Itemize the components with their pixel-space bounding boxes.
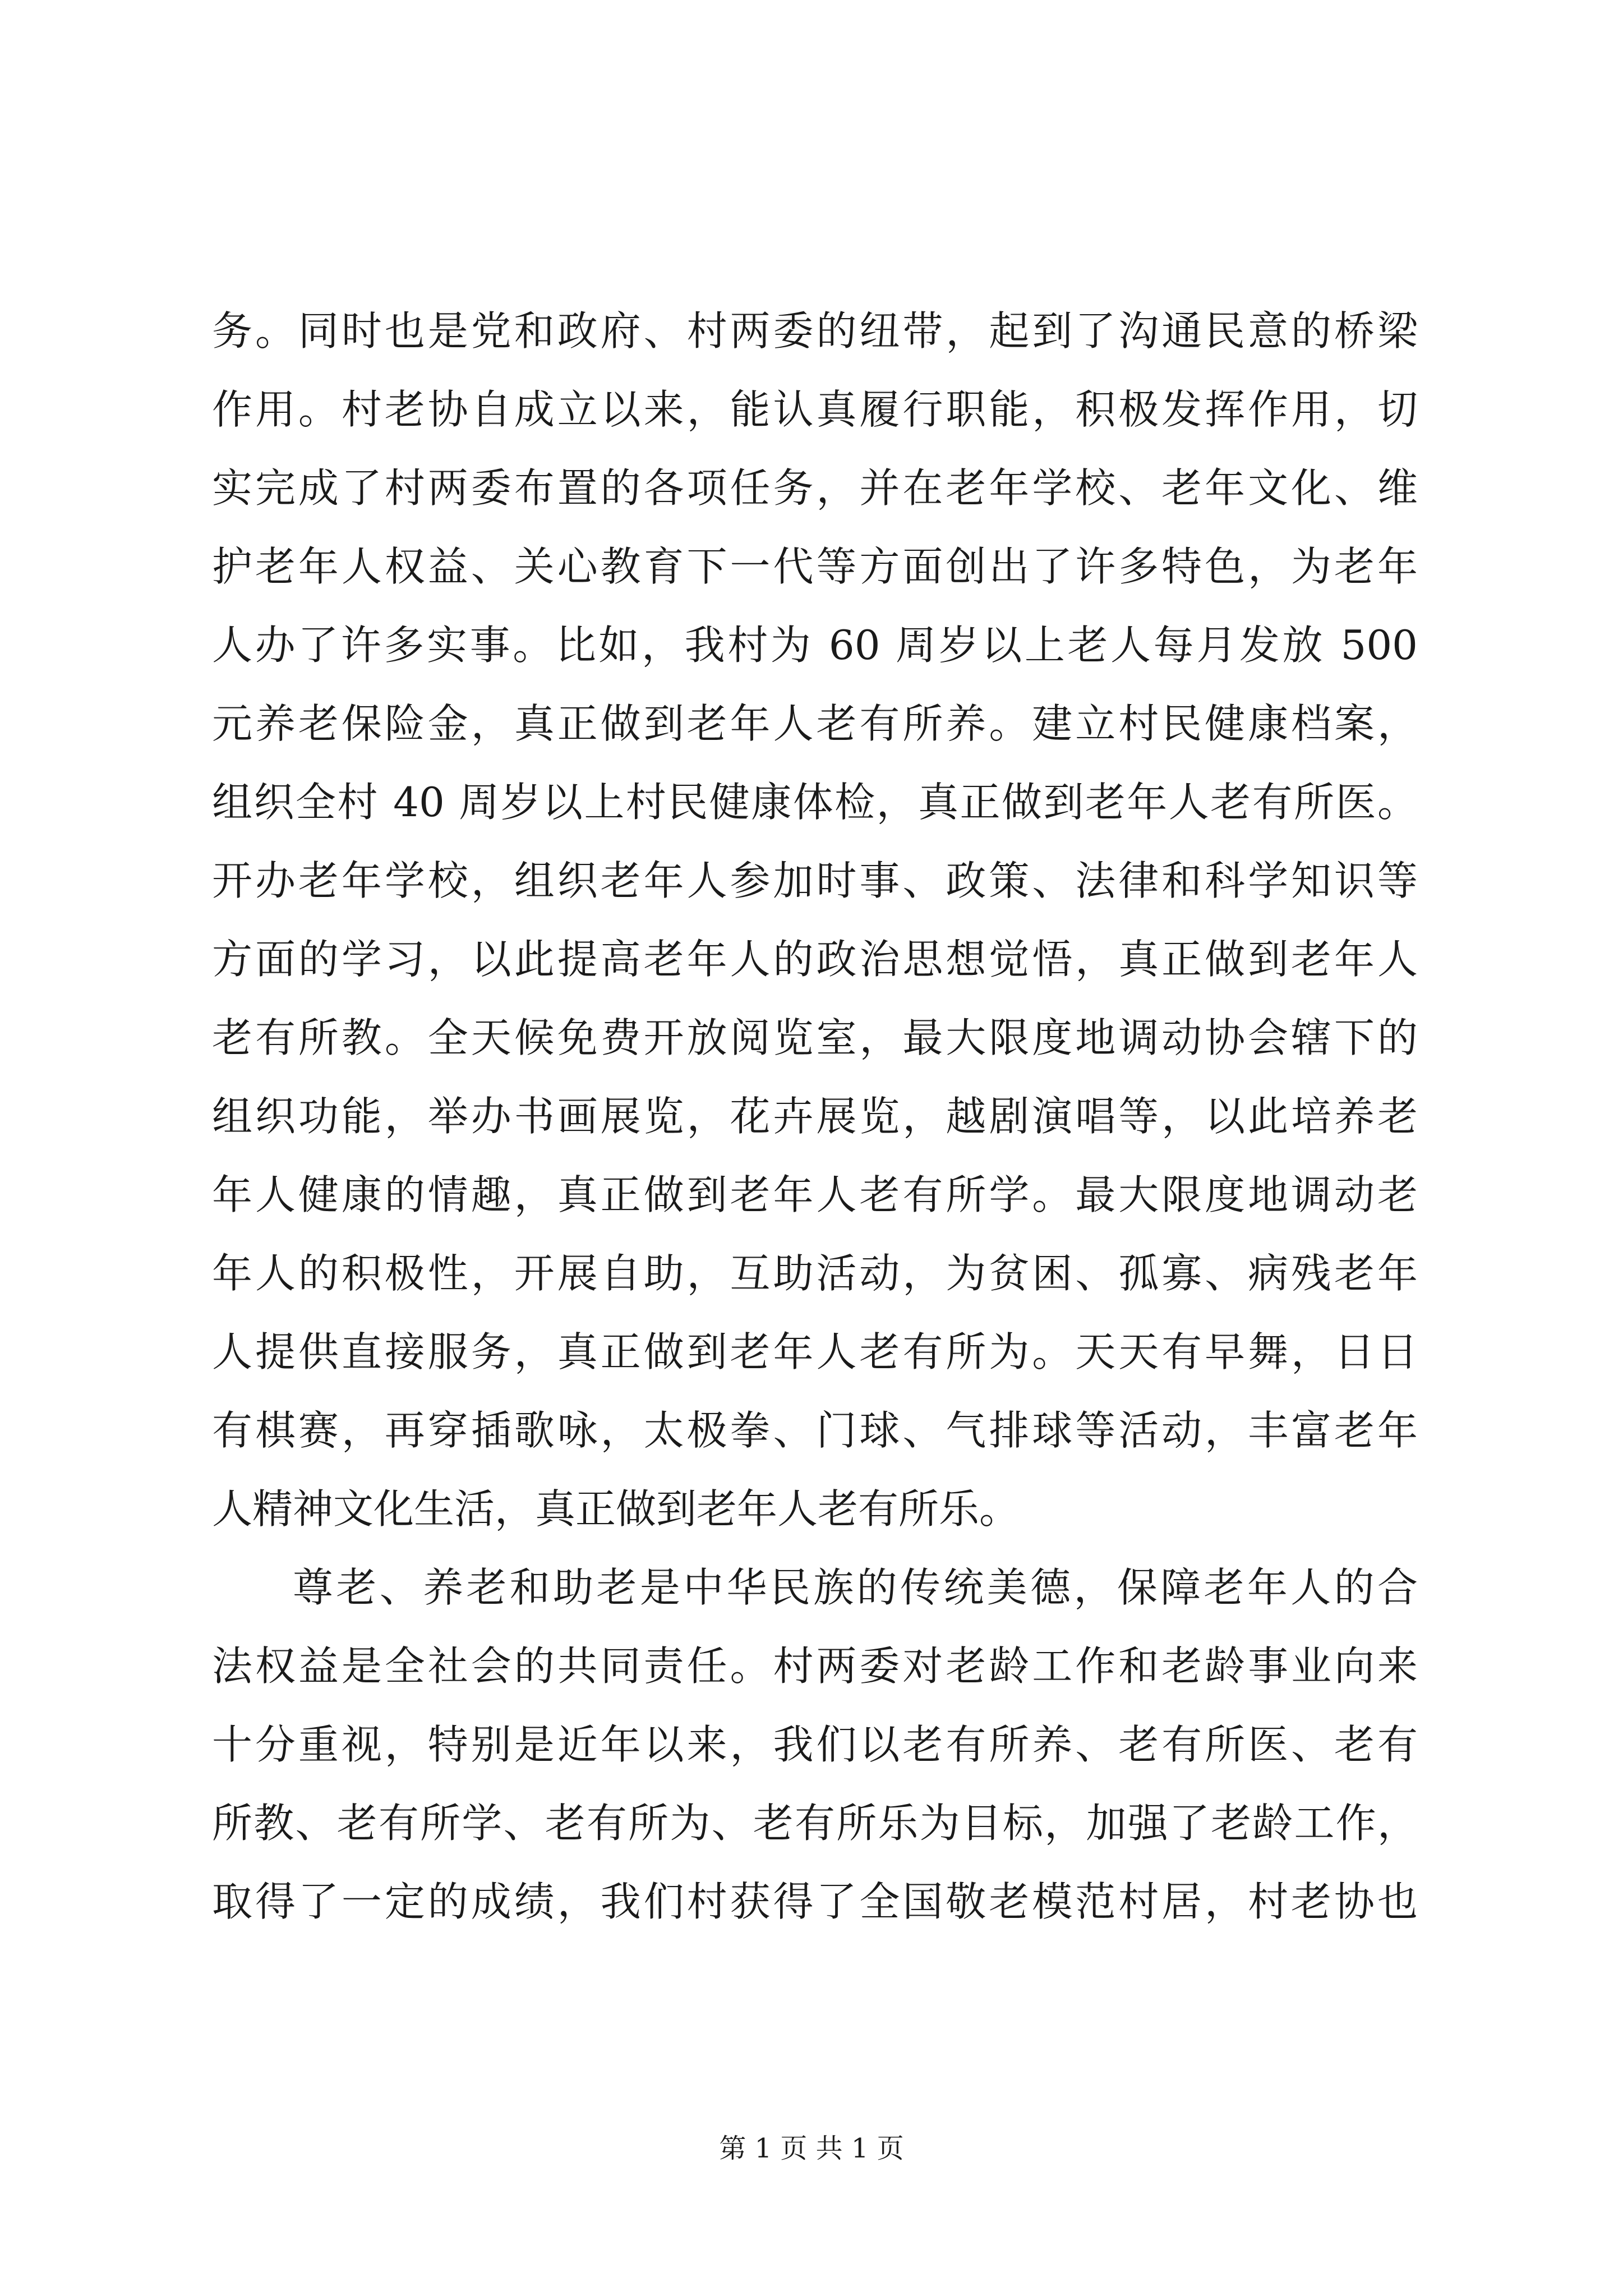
text-line: 取得了一定的成绩，我们村获得了全国敬老模范村居，村老协也 [212, 1878, 1418, 1925]
text-line: 人提供直接服务，真正做到老年人老有所为。天天有早舞，日日 [212, 1328, 1418, 1375]
paragraph-1 [212, 292, 1418, 1548]
body-text [212, 292, 1418, 1941]
text-line: 开办老年学校，组织老年人参加时事、政策、法律和科学知识等 [212, 857, 1418, 904]
text-line: 人精神文化生活，真正做到老年人老有所乐。 [212, 1485, 1020, 1533]
text-line: 务。同时也是党和政府、村两委的纽带，起到了沟通民意的桥梁 [212, 307, 1418, 355]
text-line: 护老年人权益、关心教育下一代等方面创出了许多特色，为老年 [212, 543, 1418, 590]
text-line: 人办了许多实事。比如，我村为 60 周岁以上老人每月发放 500 [212, 622, 1418, 669]
text-line: 方面的学习，以此提高老年人的政治思想觉悟，真正做到老年人 [212, 936, 1418, 983]
paragraph-2 [212, 1548, 1418, 1941]
text-line: 实完成了村两委布置的各项任务，并在老年学校、老年文化、维 [212, 464, 1418, 512]
text-line: 有棋赛，再穿插歌咏，太极拳、门球、气排球等活动，丰富老年 [212, 1407, 1418, 1454]
text-line: 年人的积极性，开展自助，互助活动，为贫困、孤寡、病残老年 [212, 1250, 1418, 1297]
text-line: 所教、老有所学、老有所为、老有所乐为目标，加强了老龄工作， [212, 1800, 1418, 1847]
text-line: 元养老保险金，真正做到老年人老有所养。建立村民健康档案， [212, 700, 1418, 747]
text-line: 老有所教。全天候免费开放阅览室，最大限度地调动协会辖下的 [212, 1014, 1418, 1061]
text-line: 组织全村 40 周岁以上村民健康体检，真正做到老年人老有所医。 [212, 779, 1418, 826]
text-line: 年人健康的情趣，真正做到老年人老有所学。最大限度地调动老 [212, 1171, 1418, 1218]
text-line: 尊老、养老和助老是中华民族的传统美德，保障老年人的合 [293, 1564, 1418, 1611]
page-footer [0, 2132, 1623, 2165]
text-line: 法权益是全社会的共同责任。村两委对老龄工作和老龄事业向来 [212, 1642, 1418, 1690]
text-line: 十分重视，特别是近年以来，我们以老有所养、老有所医、老有 [212, 1721, 1418, 1768]
page-number-label: 第 1 页 共 1 页 [719, 2133, 904, 2164]
text-line: 组织功能，举办书画展览，花卉展览，越剧演唱等，以此培养老 [212, 1093, 1418, 1140]
text-line: 作用。村老协自成立以来，能认真履行职能，积极发挥作用，切 [212, 386, 1418, 433]
